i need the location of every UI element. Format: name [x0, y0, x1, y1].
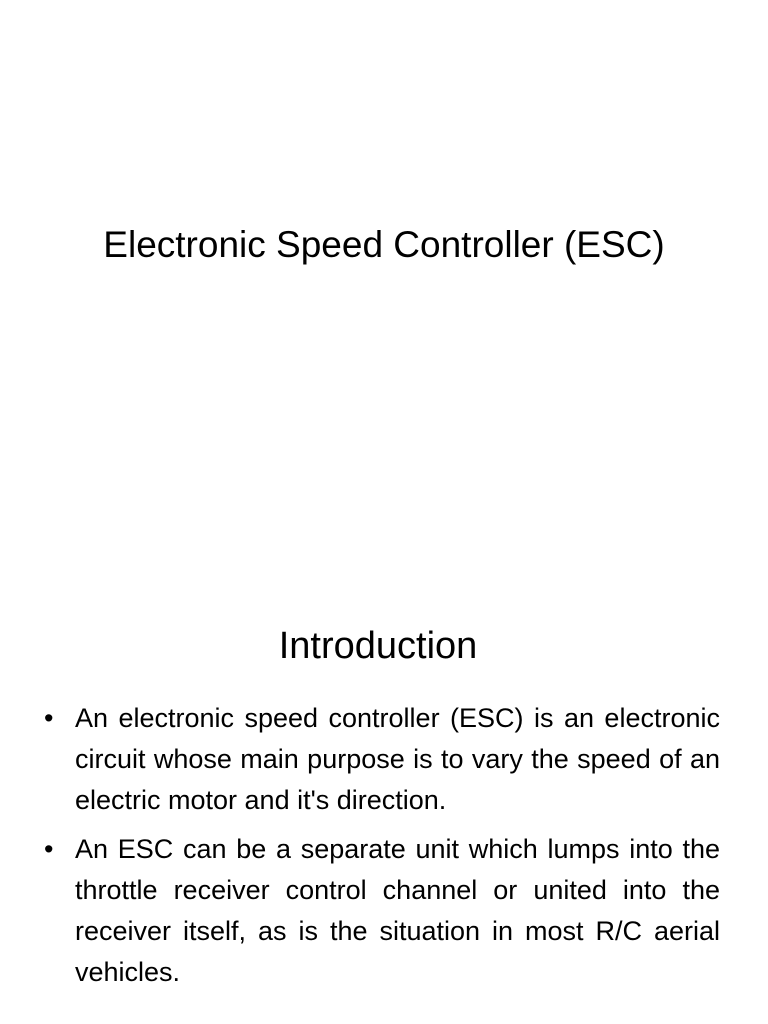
bullet-icon: •: [44, 834, 54, 864]
bullet-icon: •: [44, 703, 54, 733]
bullet-text: An ESC can be a separate unit which lumps into the throttle receiver control channel or united into the receiver itself, as is the situation in most R/C aerial vehicles.: [75, 834, 720, 987]
slide-heading: Introduction: [278, 625, 478, 667]
bullet-text: An electronic speed controller (ESC) is an electronic circuit whose main purpose is to vary the speed of an electric motor and it's direction.: [75, 703, 720, 815]
bullet-item: [40, 698, 720, 821]
bullet-list: [40, 698, 720, 1001]
slide-title: Electronic Speed Controller (ESC): [103, 224, 665, 265]
content-slide: [0, 576, 768, 1024]
bullet-item: [40, 829, 720, 993]
